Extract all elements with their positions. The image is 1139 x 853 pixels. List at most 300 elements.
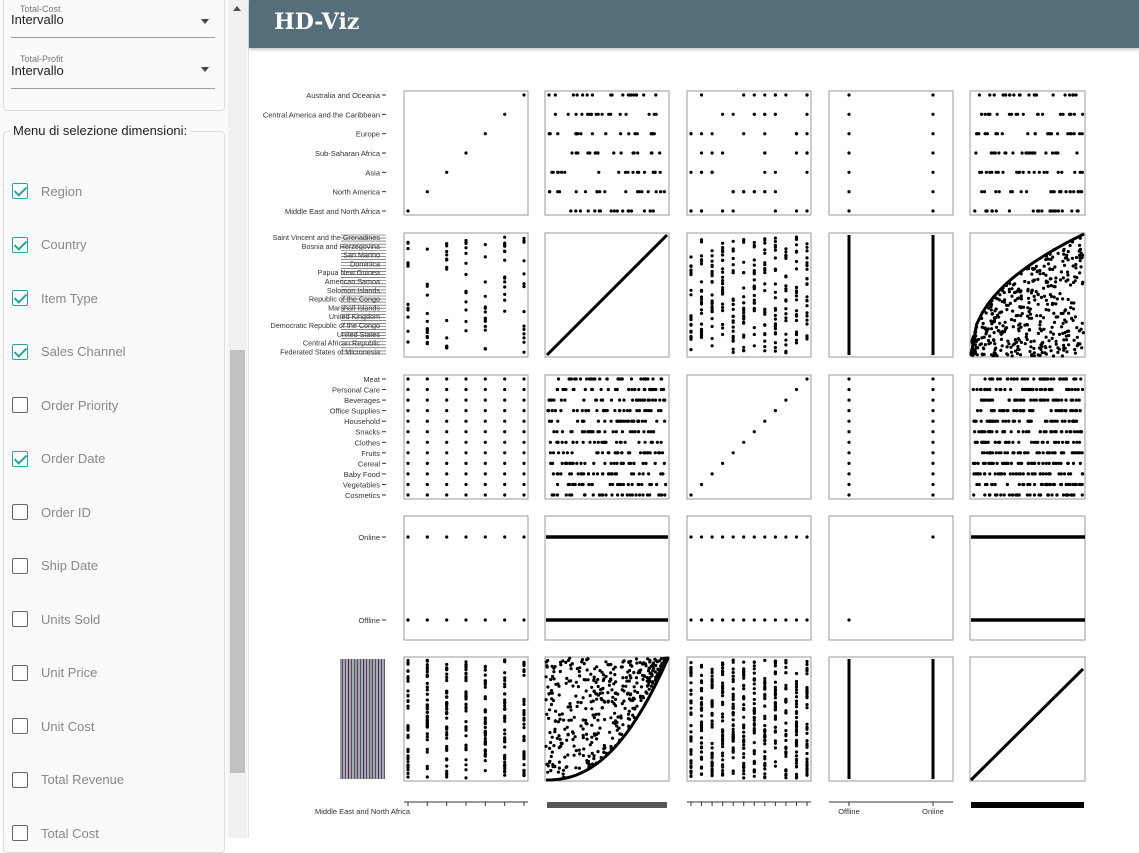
total-cost-select[interactable]	[11, 4, 215, 38]
date-country-point	[550, 689, 553, 692]
itemtype-country-point	[607, 451, 610, 454]
itemtype-date-point	[1048, 451, 1051, 454]
itemtype-date-point	[1022, 409, 1025, 412]
country-date-point	[1005, 284, 1008, 287]
itemtype-date-point	[1045, 483, 1048, 486]
date-country-point	[641, 674, 644, 677]
itemtype-diagonal-point	[721, 462, 724, 465]
region-country-point	[658, 151, 661, 154]
itemtype-date-point	[1047, 472, 1050, 475]
itemtype-country-point	[561, 441, 564, 444]
date-country-point	[608, 684, 611, 687]
region-country-point	[547, 93, 550, 96]
itemtype-date-point	[977, 472, 980, 475]
region-tick-label: Central America and the Caribbean	[262, 110, 380, 120]
checkbox-checked[interactable]	[12, 183, 28, 199]
region-date-point	[994, 190, 997, 193]
country-region-point	[406, 340, 409, 343]
itemtype-country-point	[579, 377, 582, 380]
country-date-point	[1048, 267, 1051, 270]
date-itemtype-point	[742, 703, 745, 706]
itemtype-country-point	[563, 399, 566, 402]
country-date-point	[1078, 244, 1081, 247]
country-date-point	[1028, 329, 1031, 332]
scatter-panel-r4c2	[687, 657, 811, 781]
country-region-point	[503, 275, 506, 278]
itemtype-date-point	[976, 409, 979, 412]
itemtype-country-point	[568, 472, 571, 475]
itemtype-date-point	[1005, 441, 1008, 444]
country-date-point	[1011, 354, 1014, 357]
region-channel-point	[931, 171, 934, 174]
country-date-point	[995, 326, 998, 329]
date-itemtype-point	[774, 765, 777, 768]
itemtype-date-point	[1006, 409, 1009, 412]
checkbox[interactable]	[12, 397, 28, 413]
itemtype-tick-label: Snacks	[355, 427, 380, 437]
date-country-point	[585, 722, 588, 725]
dimension-item[interactable]	[12, 556, 98, 576]
itemtype-region-point	[522, 472, 525, 475]
country-date-point	[1049, 258, 1052, 261]
date-country-point	[594, 692, 597, 695]
country-date-point	[1033, 340, 1036, 343]
checkbox-checked[interactable]	[12, 290, 28, 306]
country-region-point	[406, 316, 409, 319]
dimension-item[interactable]	[12, 609, 100, 629]
itemtype-country-point	[551, 409, 554, 412]
country-date-point	[1004, 321, 1007, 324]
itemtype-channel-point	[847, 377, 850, 380]
itemtype-date-point	[1003, 388, 1006, 391]
date-country-point	[545, 763, 548, 766]
itemtype-country-point	[627, 388, 630, 391]
date-region-point	[503, 738, 506, 741]
itemtype-date-point	[1050, 388, 1053, 391]
date-region-point	[426, 767, 429, 770]
country-date-point	[1065, 335, 1068, 338]
date-country-point	[558, 767, 561, 770]
date-country-point	[573, 754, 576, 757]
country-date-point	[1036, 278, 1039, 281]
date-region-point	[503, 732, 506, 735]
date-country-point	[621, 685, 624, 688]
itemtype-date-point	[995, 451, 998, 454]
date-country-point	[586, 738, 589, 741]
scroll-up-arrow-icon[interactable]	[233, 6, 241, 11]
itemtype-channel-point	[847, 462, 850, 465]
itemtype-country-point	[555, 430, 558, 433]
itemtype-country-point	[588, 441, 591, 444]
dimension-item[interactable]	[12, 770, 124, 790]
region-date-point	[994, 132, 997, 135]
date-region-point	[484, 769, 487, 772]
region-itemtype-point	[805, 171, 808, 174]
itemtype-country-point	[556, 493, 559, 496]
country-date-point	[1054, 302, 1057, 305]
country-date-point	[1054, 340, 1057, 343]
date-itemtype-point	[763, 685, 766, 688]
dimension-item[interactable]	[12, 716, 94, 736]
itemtype-date-point	[1071, 388, 1074, 391]
date-itemtype-point	[711, 765, 714, 768]
itemtype-country-point	[582, 399, 585, 402]
country-itemtype-point	[732, 271, 735, 274]
country-date-point	[1069, 283, 1072, 286]
itemtype-date-point	[1079, 377, 1082, 380]
dimension-item[interactable]	[12, 663, 97, 683]
itemtype-tick-label: Baby Food	[343, 469, 380, 479]
region-date-point	[1031, 151, 1034, 154]
itemtype-channel-point	[931, 493, 934, 496]
country-region-point	[464, 241, 467, 244]
date-itemtype-point	[784, 711, 787, 714]
itemtype-date-point	[983, 493, 986, 496]
dimension-item[interactable]	[12, 823, 99, 843]
region-channel-point	[931, 190, 934, 193]
dimension-item[interactable]	[12, 342, 126, 362]
date-itemtype-point	[700, 720, 703, 723]
checkbox[interactable]	[12, 772, 28, 788]
country-region-point	[484, 347, 487, 350]
date-itemtype-point	[774, 739, 777, 742]
itemtype-country-point	[556, 388, 559, 391]
country-diagonal-line	[547, 235, 667, 355]
itemtype-channel-point	[847, 483, 850, 486]
date-country-point	[620, 716, 623, 719]
itemtype-date-point	[1029, 493, 1032, 496]
country-date-point	[1037, 353, 1040, 356]
country-date-point	[1018, 322, 1021, 325]
itemtype-region-point	[503, 388, 506, 391]
date-itemtype-point	[753, 724, 756, 727]
country-itemtype-point	[742, 311, 745, 314]
country-date-point	[1051, 326, 1054, 329]
sidebar-scrollbar[interactable]	[228, 0, 247, 838]
country-region-point	[464, 290, 467, 293]
itemtype-country-point	[561, 462, 564, 465]
date-itemtype-point	[753, 687, 756, 690]
country-itemtype-point	[784, 343, 787, 346]
country-region-point	[406, 247, 409, 250]
itemtype-region-point	[445, 493, 448, 496]
country-date-point	[1000, 338, 1003, 341]
dimension-item[interactable]	[12, 449, 105, 469]
channel-itemtype-point	[795, 618, 798, 621]
country-itemtype-point	[795, 294, 798, 297]
country-itemtype-point	[700, 336, 703, 339]
date-region-point	[503, 701, 506, 704]
country-itemtype-point	[795, 298, 798, 301]
itemtype-country-point	[586, 430, 589, 433]
itemtype-date-point	[972, 420, 975, 423]
date-country-point	[608, 663, 611, 666]
country-date-point	[1039, 320, 1042, 323]
country-date-point	[1037, 303, 1040, 306]
itemtype-date-point	[992, 420, 995, 423]
itemtype-country-point	[610, 493, 613, 496]
date-itemtype-point	[700, 741, 703, 744]
country-date-point	[1065, 280, 1068, 283]
date-country-point	[614, 744, 617, 747]
region-date-point	[995, 171, 998, 174]
itemtype-date-point	[1008, 441, 1011, 444]
itemtype-region-point	[484, 377, 487, 380]
scrollbar-thumb[interactable]	[230, 350, 245, 773]
date-region-point	[406, 760, 409, 763]
date-region-point	[445, 679, 448, 682]
itemtype-date-point	[1046, 441, 1049, 444]
itemtype-tick-label: Personal Care	[332, 385, 380, 395]
region-date-point	[997, 151, 1000, 154]
date-itemtype-point	[795, 776, 798, 779]
dimension-label: Order Date	[41, 451, 106, 466]
date-region-point	[522, 769, 525, 772]
dimension-item[interactable]	[12, 235, 87, 255]
date-country-point	[570, 667, 573, 670]
region-date-point	[991, 209, 994, 212]
date-country-point	[582, 754, 585, 757]
date-itemtype-point	[721, 730, 724, 733]
itemtype-date-point	[996, 377, 999, 380]
date-country-point	[576, 701, 579, 704]
checkbox-checked[interactable]	[12, 344, 28, 360]
region-itemtype-point	[763, 93, 766, 96]
date-country-point	[621, 676, 624, 679]
country-itemtype-point	[763, 345, 766, 348]
itemtype-date-point	[1032, 377, 1035, 380]
country-date-point	[1017, 288, 1020, 291]
checkbox[interactable]	[12, 558, 28, 574]
itemtype-date-point	[1049, 420, 1052, 423]
country-region-point	[484, 295, 487, 298]
itemtype-date-point	[1031, 388, 1034, 391]
itemtype-country-point	[607, 388, 610, 391]
date-region-point	[406, 659, 409, 662]
itemtype-date-point	[1015, 409, 1018, 412]
itemtype-region-point	[426, 451, 429, 454]
checkbox[interactable]	[12, 611, 28, 627]
date-itemtype-point	[805, 728, 808, 731]
country-itemtype-point	[763, 323, 766, 326]
date-itemtype-point	[784, 739, 787, 742]
country-region-point	[464, 262, 467, 265]
itemtype-country-point	[622, 399, 625, 402]
country-date-point	[982, 322, 985, 325]
country-itemtype-point	[711, 302, 714, 305]
country-region-point	[464, 329, 467, 332]
itemtype-date-point	[1053, 430, 1056, 433]
country-itemtype-point	[763, 333, 766, 336]
itemtype-region-point	[484, 399, 487, 402]
region-itemtype-point	[763, 113, 766, 116]
itemtype-date-point	[1075, 483, 1078, 486]
itemtype-date-point	[985, 483, 988, 486]
itemtype-region-point	[503, 451, 506, 454]
date-country-point	[635, 681, 638, 684]
itemtype-date-point	[1049, 483, 1052, 486]
itemtype-region-point	[522, 388, 525, 391]
date-itemtype-point	[774, 692, 777, 695]
itemtype-country-point	[660, 377, 663, 380]
itemtype-date-point	[1065, 483, 1068, 486]
total-profit-select[interactable]	[11, 54, 215, 89]
region-date-point	[1001, 132, 1004, 135]
date-country-point	[607, 700, 610, 703]
checkbox[interactable]	[12, 665, 28, 681]
itemtype-country-point	[552, 399, 555, 402]
itemtype-date-point	[1060, 430, 1063, 433]
itemtype-country-point	[639, 377, 642, 380]
date-itemtype-point	[795, 716, 798, 719]
itemtype-region-point	[464, 420, 467, 423]
itemtype-country-point	[566, 451, 569, 454]
country-itemtype-point	[721, 303, 724, 306]
itemtype-date-point	[1060, 409, 1063, 412]
country-date-point	[1074, 352, 1077, 355]
itemtype-country-point	[559, 472, 562, 475]
country-region-point	[406, 308, 409, 311]
itemtype-tick-label: Cosmetics	[344, 491, 380, 500]
checkbox[interactable]	[12, 825, 28, 841]
region-country-point	[554, 93, 557, 96]
country-date-point	[1061, 297, 1064, 300]
date-country-point	[545, 660, 548, 663]
date-region-point	[445, 668, 448, 671]
checkbox[interactable]	[12, 718, 28, 734]
country-date-point	[1054, 276, 1057, 279]
date-itemtype-point	[805, 763, 808, 766]
region-date-point	[980, 171, 983, 174]
region-date-point	[1060, 171, 1063, 174]
country-region-point	[445, 268, 448, 271]
itemtype-date-point	[996, 420, 999, 423]
country-date-point	[987, 342, 990, 345]
country-region-point	[484, 310, 487, 313]
region-country-point	[572, 93, 575, 96]
date-itemtype-point	[711, 774, 714, 777]
itemtype-region-point	[406, 472, 409, 475]
region-country-point	[612, 151, 615, 154]
date-itemtype-point	[742, 677, 745, 680]
itemtype-country-point	[598, 377, 601, 380]
country-region-point	[503, 310, 506, 313]
date-region-point	[426, 707, 429, 710]
country-date-point	[1028, 350, 1031, 353]
itemtype-country-point	[642, 462, 645, 465]
date-country-point	[575, 681, 578, 684]
country-date-point	[993, 331, 996, 334]
itemtype-date-point	[1079, 462, 1082, 465]
date-itemtype-point	[784, 684, 787, 687]
itemtype-country-point	[643, 409, 646, 412]
itemtype-channel-point	[931, 377, 934, 380]
country-date-point	[1048, 345, 1051, 348]
date-itemtype-point	[763, 724, 766, 727]
itemtype-channel-point	[931, 388, 934, 391]
channel-region-point	[484, 618, 487, 621]
country-date-point	[1069, 244, 1072, 247]
checkbox-checked[interactable]	[12, 237, 28, 253]
date-region-point	[445, 757, 448, 760]
region-date-point	[1069, 113, 1072, 116]
region-date-point	[987, 113, 990, 116]
region-country-point	[650, 151, 653, 154]
region-country-point	[635, 93, 638, 96]
date-itemtype-point	[711, 680, 714, 683]
date-country-point	[611, 696, 614, 699]
checkbox[interactable]	[12, 504, 28, 520]
country-date-point	[1074, 315, 1077, 318]
itemtype-country-point	[620, 451, 623, 454]
country-itemtype-point	[742, 295, 745, 298]
country-itemtype-point	[742, 286, 745, 289]
date-itemtype-point	[711, 752, 714, 755]
itemtype-date-point	[1064, 409, 1067, 412]
country-region-point	[445, 244, 448, 247]
date-country-point	[571, 730, 574, 733]
country-region-point	[406, 263, 409, 266]
date-country-point	[575, 749, 578, 752]
region-date-point	[1008, 93, 1011, 96]
date-itemtype-point	[700, 750, 703, 753]
dimension-item[interactable]	[12, 181, 82, 201]
date-itemtype-point	[689, 748, 692, 751]
itemtype-country-point	[622, 409, 625, 412]
dimension-item[interactable]	[12, 502, 91, 522]
itemtype-region-point	[522, 420, 525, 423]
date-region-point	[464, 768, 467, 771]
itemtype-country-point	[638, 493, 641, 496]
region-date-point	[1049, 190, 1052, 193]
date-country-point	[647, 667, 650, 670]
region-itemtype-point	[805, 132, 808, 135]
date-itemtype-point	[774, 686, 777, 689]
itemtype-date-point	[977, 462, 980, 465]
dimension-item[interactable]	[12, 288, 98, 308]
country-date-point	[980, 317, 983, 320]
country-date-point	[993, 351, 996, 354]
country-region-point	[484, 255, 487, 258]
checkbox-checked[interactable]	[12, 451, 28, 467]
itemtype-date-point	[1046, 377, 1049, 380]
itemtype-date-point	[1000, 472, 1003, 475]
country-date-point	[1013, 319, 1016, 322]
country-date-point	[999, 331, 1002, 334]
country-date-point	[987, 339, 990, 342]
country-date-point	[1073, 348, 1076, 351]
date-itemtype-point	[774, 664, 777, 667]
date-region-point	[426, 688, 429, 691]
country-itemtype-point	[805, 242, 808, 245]
region-country-point	[584, 190, 587, 193]
country-date-point	[1020, 305, 1023, 308]
date-country-point	[632, 671, 635, 674]
region-itemtype-point	[721, 113, 724, 116]
region-itemtype-point	[700, 209, 703, 212]
dimension-item[interactable]	[12, 395, 118, 415]
date-itemtype-point	[753, 749, 756, 752]
date-region-point	[484, 750, 487, 753]
date-itemtype-point	[805, 706, 808, 709]
date-country-point	[568, 702, 571, 705]
region-date-point	[986, 209, 989, 212]
scatter-panel-r2c1	[545, 375, 669, 499]
country-date-point	[1071, 257, 1074, 260]
country-date-point	[1014, 291, 1017, 294]
country-itemtype-point	[795, 236, 798, 239]
country-tick-label: American Samoa	[324, 277, 380, 286]
